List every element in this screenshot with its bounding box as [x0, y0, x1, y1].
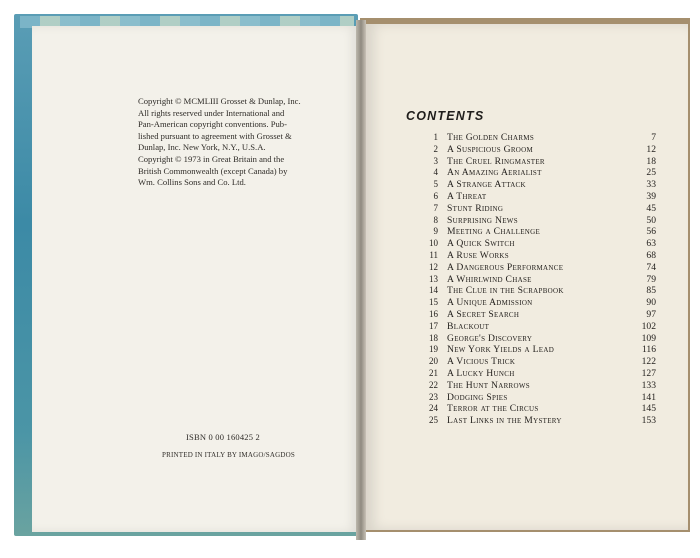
chapter-page-number: 145: [641, 403, 656, 415]
chapter-number: 16: [429, 308, 438, 319]
chapter-title: A Dangerous Performance: [447, 261, 564, 273]
chapter-title: A Lucky Hunch: [447, 367, 515, 379]
toc-entry: [416, 215, 656, 227]
chapter-page-number: 7: [651, 132, 656, 143]
chapter-page-number: 63: [646, 238, 656, 250]
chapter-page-number: 133: [641, 379, 656, 391]
chapter-number: 20: [429, 356, 438, 367]
chapter-number: 25: [429, 415, 438, 426]
chapter-page-number: 56: [646, 226, 656, 238]
toc-entry: [416, 262, 656, 274]
copyright-line: Copyright © MCMLIII Grosset & Dunlap, Inc.: [138, 96, 301, 106]
chapter-number: 23: [429, 391, 438, 402]
toc-entry: [416, 297, 656, 309]
chapter-title: A Secret Search: [447, 308, 520, 320]
chapter-number: 19: [429, 344, 438, 355]
chapter-page-number: 33: [646, 179, 656, 191]
chapter-number: 2: [433, 143, 438, 154]
copyright-line: Dunlap, Inc. New York, N.Y., U.S.A.: [138, 142, 266, 153]
toc-entry: [416, 274, 656, 286]
chapter-title: Terror at the Circus: [447, 403, 539, 415]
chapter-number: 21: [429, 367, 438, 378]
chapter-title: A Quick Switch: [447, 238, 515, 250]
chapter-title: The Clue in the Scrapbook: [447, 285, 564, 297]
chapter-page-number: 97: [646, 308, 656, 320]
chapter-page-number: 90: [646, 297, 656, 309]
chapter-title: A Ruse Works: [447, 249, 509, 261]
toc-entry: [416, 238, 656, 250]
toc-entry: [416, 285, 656, 297]
book-spine: [356, 20, 366, 540]
copyright-line: Copyright © 1973 in Great Britain and the: [138, 153, 285, 164]
chapter-title: George's Discovery: [447, 332, 533, 344]
chapter-title: A Whirlwind Chase: [447, 273, 532, 285]
chapter-number: 12: [429, 261, 438, 272]
chapter-page-number: 116: [641, 344, 656, 356]
chapter-title: A Strange Attack: [447, 179, 526, 191]
chapter-title: The Hunt Narrows: [447, 379, 530, 391]
copyright-line: lished pursuant to agreement with Grosset &: [138, 130, 292, 141]
chapter-number: 8: [433, 214, 438, 225]
chapter-number: 17: [429, 320, 438, 331]
chapter-number: 6: [433, 190, 438, 201]
toc-entry: [416, 356, 656, 368]
chapter-page-number: 18: [646, 155, 656, 167]
chapter-number: 18: [429, 332, 438, 343]
toc-entry: [416, 167, 656, 179]
toc-entry: [416, 344, 656, 356]
toc-entry: [416, 321, 656, 333]
chapter-page-number: 45: [646, 202, 656, 214]
chapter-number: 24: [429, 403, 438, 414]
toc-entry: [416, 203, 656, 215]
toc-entry: [416, 380, 656, 392]
toc-entry: [416, 191, 656, 203]
chapter-page-number: 122: [641, 356, 656, 368]
chapter-page-number: 50: [646, 214, 656, 226]
chapter-title: Dodging Spies: [447, 391, 508, 403]
toc-entry: [416, 250, 656, 262]
chapter-page-number: 141: [641, 391, 656, 403]
copyright-line: British Commonwealth (except Canada) by: [138, 165, 288, 176]
copyright-line: Pan-American copyright conventions. Pub-: [138, 119, 287, 130]
toc-entry: [416, 132, 656, 144]
chapter-number: 1: [433, 132, 438, 142]
contents-heading: CONTENTS: [406, 109, 485, 123]
chapter-page-number: 102: [641, 320, 656, 332]
chapter-page-number: 109: [641, 332, 656, 344]
chapter-title: A Unique Admission: [447, 297, 533, 309]
chapter-page-number: 127: [641, 367, 656, 379]
chapter-number: 3: [433, 155, 438, 166]
chapter-title: Meeting a Challenge: [447, 226, 541, 238]
toc-entry: [416, 415, 656, 427]
chapter-page-number: 39: [646, 190, 656, 202]
chapter-title: Surprising News: [447, 214, 518, 226]
chapter-title: The Cruel Ringmaster: [447, 155, 545, 167]
toc-entry: [416, 368, 656, 380]
chapter-title: A Vicious Trick: [447, 356, 516, 368]
chapter-page-number: 12: [646, 143, 656, 155]
chapter-title: A Threat: [447, 190, 487, 202]
chapter-page-number: 68: [646, 249, 656, 261]
chapter-title: The Golden Charms: [447, 132, 535, 143]
chapter-title: An Amazing Aerialist: [447, 167, 542, 179]
table-of-contents: [416, 132, 656, 427]
toc-entry: [416, 226, 656, 238]
chapter-number: 7: [433, 202, 438, 213]
chapter-number: 9: [433, 226, 438, 237]
toc-entry: [416, 403, 656, 415]
chapter-title: Stunt Riding: [447, 202, 504, 214]
chapter-number: 15: [429, 297, 438, 308]
toc-entry: [416, 392, 656, 404]
chapter-title: Last Links in the Mystery: [447, 415, 562, 427]
copyright-notice: [138, 96, 320, 189]
toc-entry: [416, 156, 656, 168]
copyright-line: All rights reserved under International and: [138, 107, 285, 118]
chapter-number: 13: [429, 273, 438, 284]
chapter-number: 5: [433, 179, 438, 190]
chapter-number: 4: [433, 167, 438, 178]
chapter-page-number: 79: [646, 273, 656, 285]
chapter-title: Blackout: [447, 320, 490, 332]
chapter-page-number: 25: [646, 167, 656, 179]
chapter-number: 14: [429, 285, 438, 296]
copyright-line: Wm. Collins Sons and Co. Ltd.: [138, 177, 246, 188]
toc-entry: [416, 144, 656, 156]
chapter-page-number: 153: [641, 415, 656, 427]
chapter-page-number: 85: [646, 285, 656, 297]
toc-entry: [416, 309, 656, 321]
toc-entry: [416, 179, 656, 191]
printer-credit: PRINTED IN ITALY BY IMAGO/SAGDOS: [162, 451, 295, 459]
chapter-page-number: 74: [646, 261, 656, 273]
chapter-number: 11: [429, 249, 438, 260]
chapter-number: 10: [429, 238, 438, 249]
chapter-number: 22: [429, 379, 438, 390]
chapter-title: New York Yields a Lead: [447, 344, 555, 356]
chapter-title: A Suspicious Groom: [447, 143, 534, 155]
isbn-number: ISBN 0 00 160425 2: [186, 432, 260, 442]
toc-entry: [416, 333, 656, 345]
